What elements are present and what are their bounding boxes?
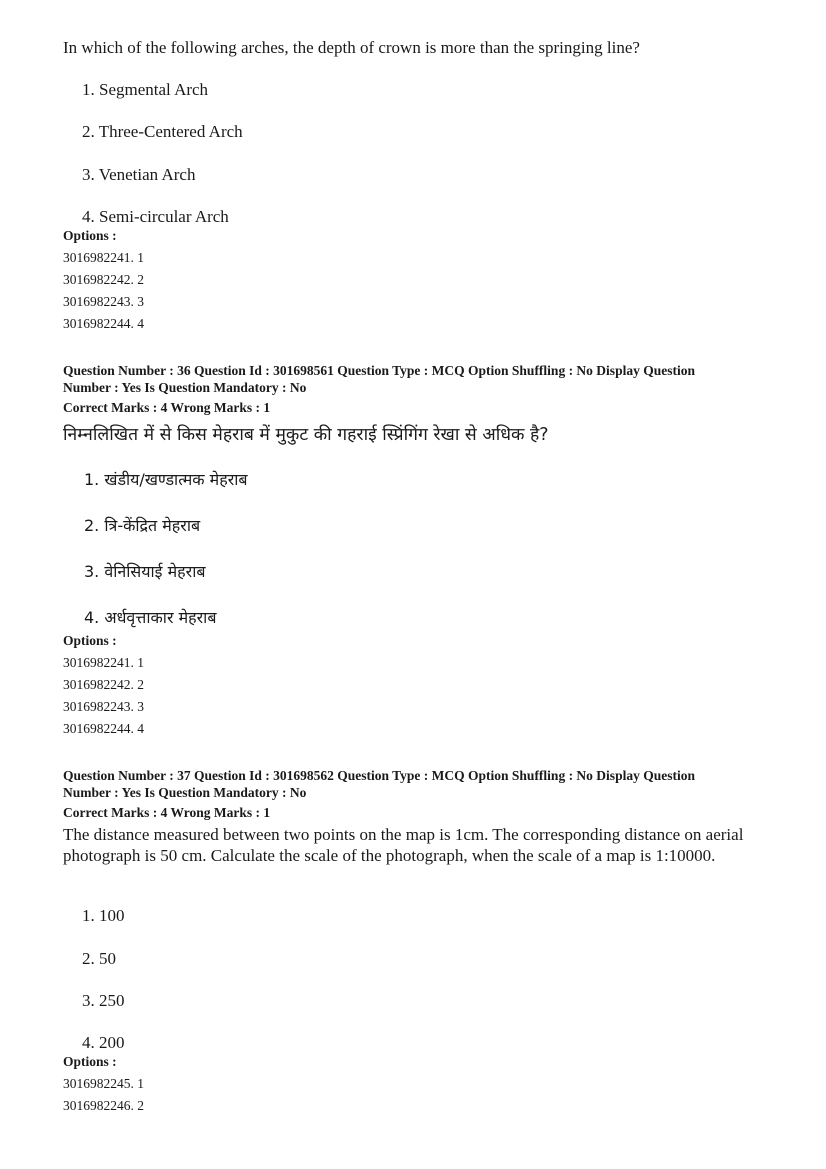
q37-choice-1: 1. 100 xyxy=(82,906,125,925)
q36-option-4: 3016982244. 4 xyxy=(63,721,144,736)
q35-options-label: Options : xyxy=(63,228,117,243)
q36-options-label: Options : xyxy=(63,633,117,648)
q35-choice-2: 2. Three-Centered Arch xyxy=(82,122,243,141)
q36-choice-4: 4. अर्धवृत्ताकार मेहराब xyxy=(84,608,217,627)
q36-meta-line1: Question Number : 36 Question Id : 301698561 Question Type : MCQ Option Shuffling : No Display Question xyxy=(63,363,695,378)
q37-stem: The distance measured between two points on the map is 1cm. The corresponding distance on aerial photograph is 50 cm. Calculate the scale of the photograph, when the scale of a map is 1:10000. xyxy=(63,825,744,865)
q37-meta-line2: Number : Yes Is Question Mandatory : No xyxy=(63,785,307,800)
q36-stem: निम्नलिखित में से किस मेहराब में मुकुट की गहराई स्प्रिंगिंग रेखा से अधिक है? xyxy=(63,425,549,445)
q35-stem: In which of the following arches, the depth of crown is more than the springing line? xyxy=(63,38,640,57)
q37-option-2: 3016982246. 2 xyxy=(63,1098,144,1113)
q36-marks: Correct Marks : 4 Wrong Marks : 1 xyxy=(63,400,271,415)
q36-option-2: 3016982242. 2 xyxy=(63,677,144,692)
q36-meta-line2: Number : Yes Is Question Mandatory : No xyxy=(63,380,307,395)
q35-choice-1: 1. Segmental Arch xyxy=(82,80,209,99)
q35-option-1: 3016982241. 1 xyxy=(63,250,144,265)
q37-choice-2: 2. 50 xyxy=(82,949,116,968)
q37-option-1: 3016982245. 1 xyxy=(63,1076,144,1091)
q36-choice-3: 3. वेनिसियाई मेहराब xyxy=(84,562,206,581)
q36-option-1: 3016982241. 1 xyxy=(63,655,144,670)
q35-option-4: 3016982244. 4 xyxy=(63,316,144,331)
q35-choice-4: 4. Semi-circular Arch xyxy=(82,207,229,226)
q35-option-2: 3016982242. 2 xyxy=(63,272,144,287)
q35-choice-3: 3. Venetian Arch xyxy=(82,165,196,184)
q36-choice-1: 1. खंडीय/खण्डात्मक मेहराब xyxy=(84,470,248,489)
q37-marks: Correct Marks : 4 Wrong Marks : 1 xyxy=(63,805,271,820)
q36-choice-2: 2. त्रि-केंद्रित मेहराब xyxy=(84,516,201,535)
q36-option-3: 3016982243. 3 xyxy=(63,699,144,714)
q37-options-label: Options : xyxy=(63,1054,117,1069)
q35-option-3: 3016982243. 3 xyxy=(63,294,144,309)
q37-meta-line1: Question Number : 37 Question Id : 301698562 Question Type : MCQ Option Shuffling : No Display Question xyxy=(63,768,695,783)
q37-choice-3: 3. 250 xyxy=(82,991,125,1010)
q37-choice-4: 4. 200 xyxy=(82,1033,125,1052)
